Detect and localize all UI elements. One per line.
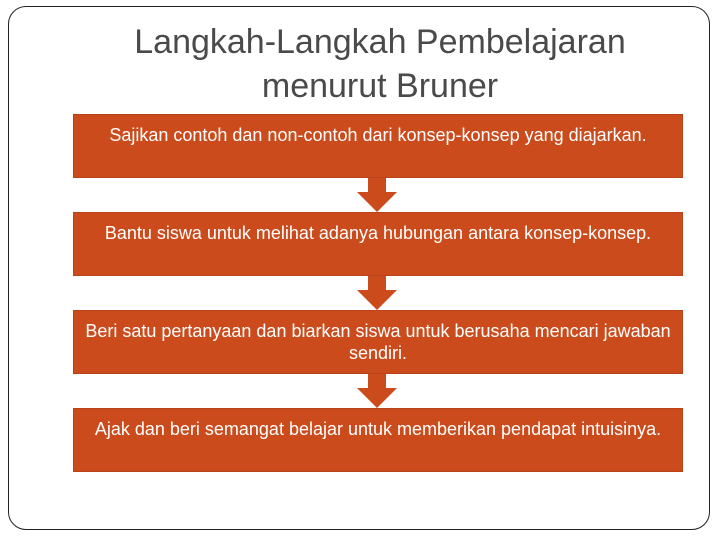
down-arrow-icon-2: [357, 276, 397, 310]
slide-title-line-2: menurut Bruner: [261, 67, 499, 105]
step-box-1: Sajikan contoh dan non-contoh dari konsep-konsep yang diajarkan.: [73, 114, 683, 178]
step-box-4: Ajak dan beri semangat belajar untuk memberikan pendapat intuisinya.: [73, 408, 683, 472]
slide-title: [60, 20, 700, 108]
slide-title-line-1: Langkah-Langkah Pembelajaran: [134, 23, 626, 61]
down-arrow-icon-1: [357, 178, 397, 212]
down-arrow-icon-3: [357, 374, 397, 408]
step-box-2: Bantu siswa untuk melihat adanya hubungan antara konsep-konsep.: [73, 212, 683, 276]
step-box-3: Beri satu pertanyaan dan biarkan siswa untuk berusaha mencari jawaban sendiri.: [73, 310, 683, 374]
